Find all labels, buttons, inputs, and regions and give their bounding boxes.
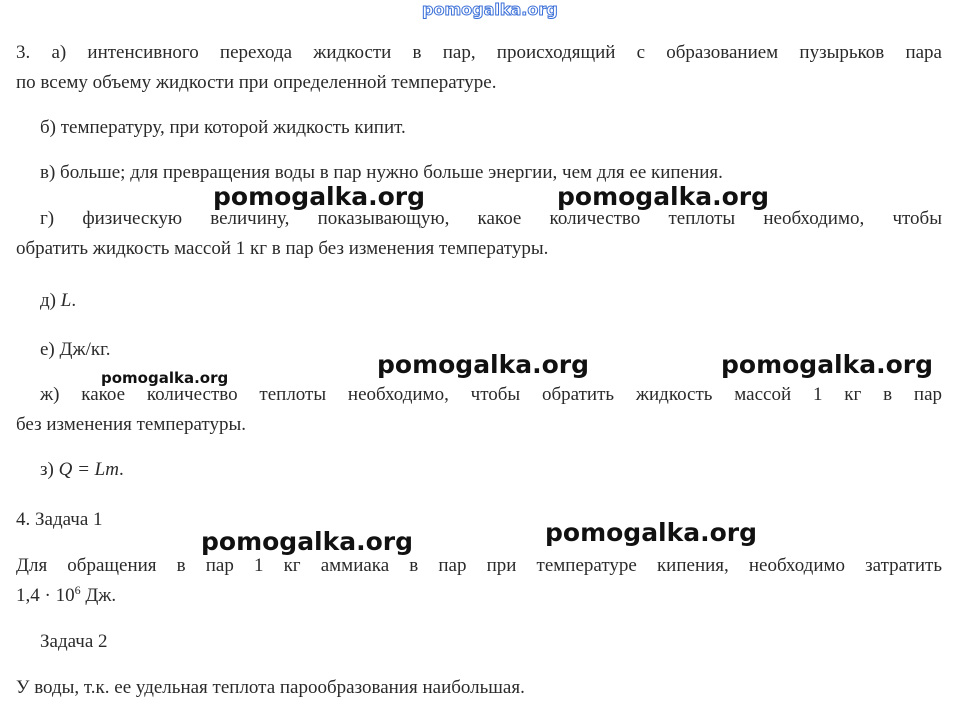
task3-d-prefix: д) (40, 290, 61, 311)
task3-d-suffix: . (71, 290, 77, 311)
task3-a-line2: по всему объему жидкости при определенной температуре. (16, 72, 497, 93)
watermark-2: pomogalka.org (557, 182, 770, 211)
watermark-6: pomogalka.org (545, 518, 758, 547)
task3-e: е) Дж/кг. (40, 339, 111, 360)
task4-p2: У воды, т.к. ее удельная теплота парообразования наибольшая. (16, 677, 525, 698)
task4-heading1: 4. Задача 1 (16, 509, 103, 530)
task3-d-math: L (60, 290, 72, 311)
task4-p1-line1: Для обращения в пар 1 кг аммиака в пар при температуре кипения, необходимо затратить (16, 555, 942, 576)
watermark-5: pomogalka.org (101, 369, 229, 387)
task3-g-line2: обратить жидкость массой 1 кг в пар без изменения температуры. (16, 238, 549, 259)
watermark-3: pomogalka.org (377, 350, 590, 379)
task4-p1-base: 1,4 · 10 (16, 585, 75, 606)
task4-p1-line2 (16, 585, 116, 607)
task3-d (40, 290, 76, 312)
task4-heading2: Задача 2 (40, 631, 108, 652)
task3-z-prefix: з) (40, 459, 59, 480)
task3-z (40, 459, 124, 481)
task3-b: б) температуру, при которой жидкость кипит. (40, 117, 406, 138)
task3-a-line1: 3. а) интенсивного перехода жидкости в пар, происходящий с образованием пузырьков пара (16, 42, 942, 63)
watermark-7: pomogalka.org (201, 527, 414, 556)
task3-zh-line2: без изменения температуры. (16, 414, 246, 435)
task3-z-math: Q = Lm (58, 459, 119, 480)
task3-g-line1: г) физическую величину, показывающую, какое количество теплоты необходимо, чтобы (40, 208, 942, 229)
task3-z-suffix: . (118, 459, 124, 480)
task4-p1-exp: 6 (74, 583, 81, 597)
watermark-1: pomogalka.org (213, 182, 426, 211)
task4-p1-unit: Дж. (80, 585, 117, 606)
watermark-4: pomogalka.org (721, 350, 934, 379)
top-watermark: pomogalka.org (422, 0, 558, 19)
task3-v: в) больше; для превращения воды в пар нужно больше энергии, чем для ее кипения. (40, 162, 723, 183)
task3-zh-line1: ж) какое количество теплоты необходимо, чтобы обратить жидкость массой 1 кг в пар (40, 384, 942, 405)
